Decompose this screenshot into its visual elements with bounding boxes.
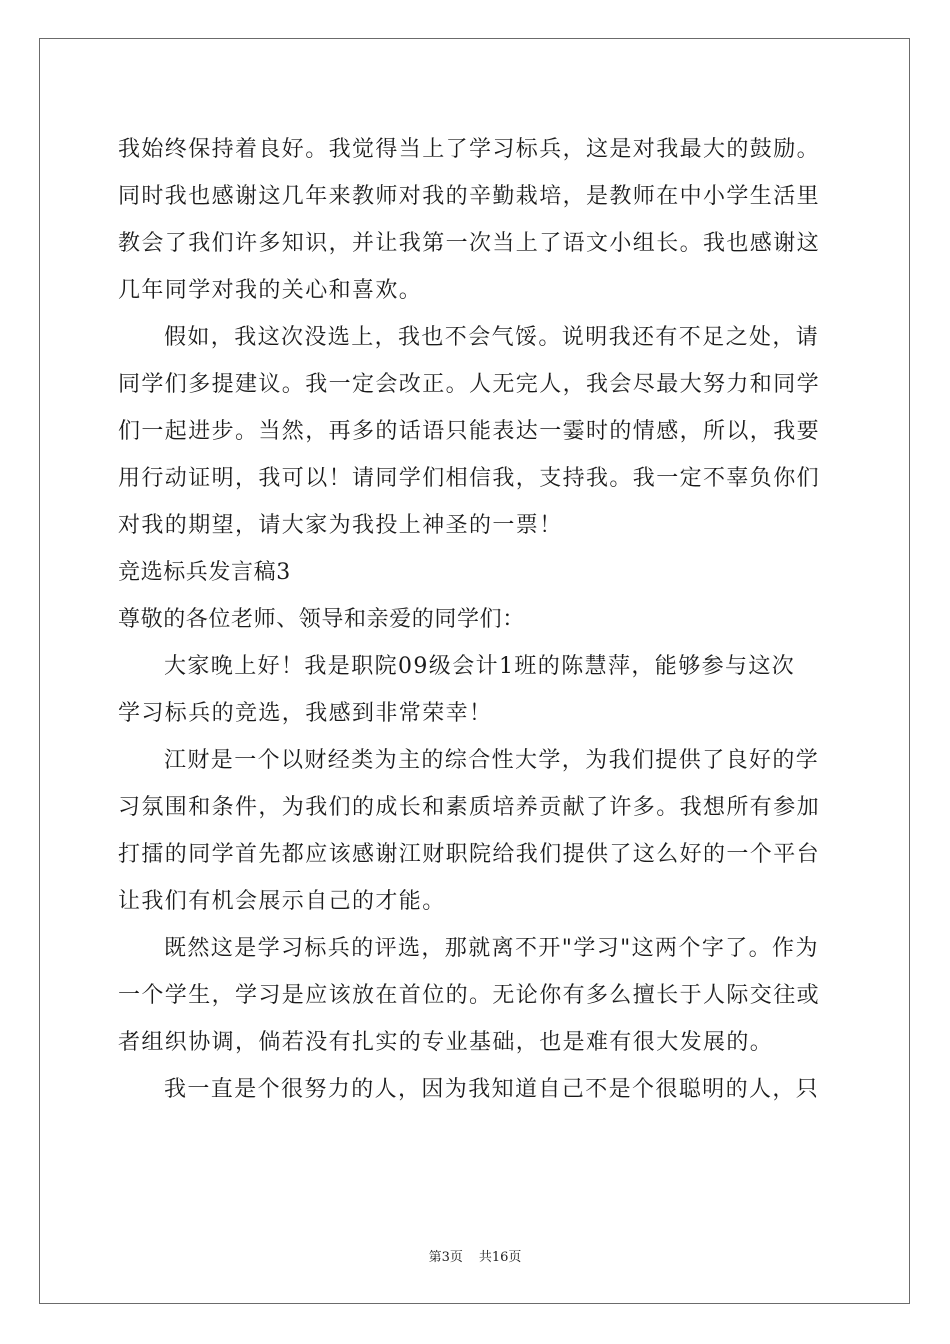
body-line: 同时我也感谢这几年来教师对我的辛勤栽培，是教师在中小学生活里 — [118, 184, 821, 209]
section-heading: 竞选标兵发言稿3 — [118, 560, 291, 585]
document-body — [118, 126, 834, 1113]
body-line: 教会了我们许多知识，并让我第一次当上了语文小组长。我也感谢这 — [118, 231, 821, 256]
body-line: 几年同学对我的关心和喜欢。 — [118, 278, 423, 303]
page-total: 共16页 — [478, 1250, 522, 1265]
paragraph-start-line: 既然这是学习标兵的评选，那就离不开"学习"这两个字了。作为 — [164, 936, 819, 961]
body-line: 们一起进步。当然，再多的话语只能表达一霎时的情感，所以，我要 — [118, 419, 821, 444]
body-line: 打擂的同学首先都应该感谢江财职院给我们提供了这么好的一个平台 — [118, 842, 821, 867]
paragraph-start-line: 我一直是个很努力的人，因为我知道自己不是个很聪明的人，只 — [164, 1077, 820, 1102]
page-footer — [0, 1246, 950, 1265]
body-line: 同学们多提建议。我一定会改正。人无完人，我会尽最大努力和同学 — [118, 372, 821, 397]
body-line: 让我们有机会展示自己的才能。 — [118, 889, 446, 914]
body-line: 我始终保持着良好。我觉得当上了学习标兵，这是对我最大的鼓励。 — [118, 137, 821, 162]
body-line: 习氛围和条件，为我们的成长和素质培养贡献了许多。我想所有参加 — [118, 795, 821, 820]
body-line: 学习标兵的竞选，我感到非常荣幸！ — [118, 701, 493, 726]
paragraph-start-line: 江财是一个以财经类为主的综合性大学，为我们提供了良好的学 — [164, 748, 820, 773]
page-number: 第3页 — [428, 1250, 463, 1265]
paragraph-start-line: 假如，我这次没选上，我也不会气馁。说明我还有不足之处，请 — [164, 325, 820, 350]
body-line: 者组织协调，倘若没有扎实的专业基础，也是难有很大发展的。 — [118, 1030, 774, 1055]
paragraph-start-line: 大家晚上好！我是职院09级会计1班的陈慧萍，能够参与这次 — [164, 654, 796, 679]
body-line: 对我的期望，请大家为我投上神圣的一票！ — [118, 513, 563, 538]
body-line: 一个学生，学习是应该放在首位的。无论你有多么擅长于人际交往或 — [118, 983, 821, 1008]
body-line: 用行动证明，我可以！请同学们相信我，支持我。我一定不辜负你们 — [118, 466, 821, 491]
salutation-line: 尊敬的各位老师、领导和亲爱的同学们： — [118, 607, 525, 632]
